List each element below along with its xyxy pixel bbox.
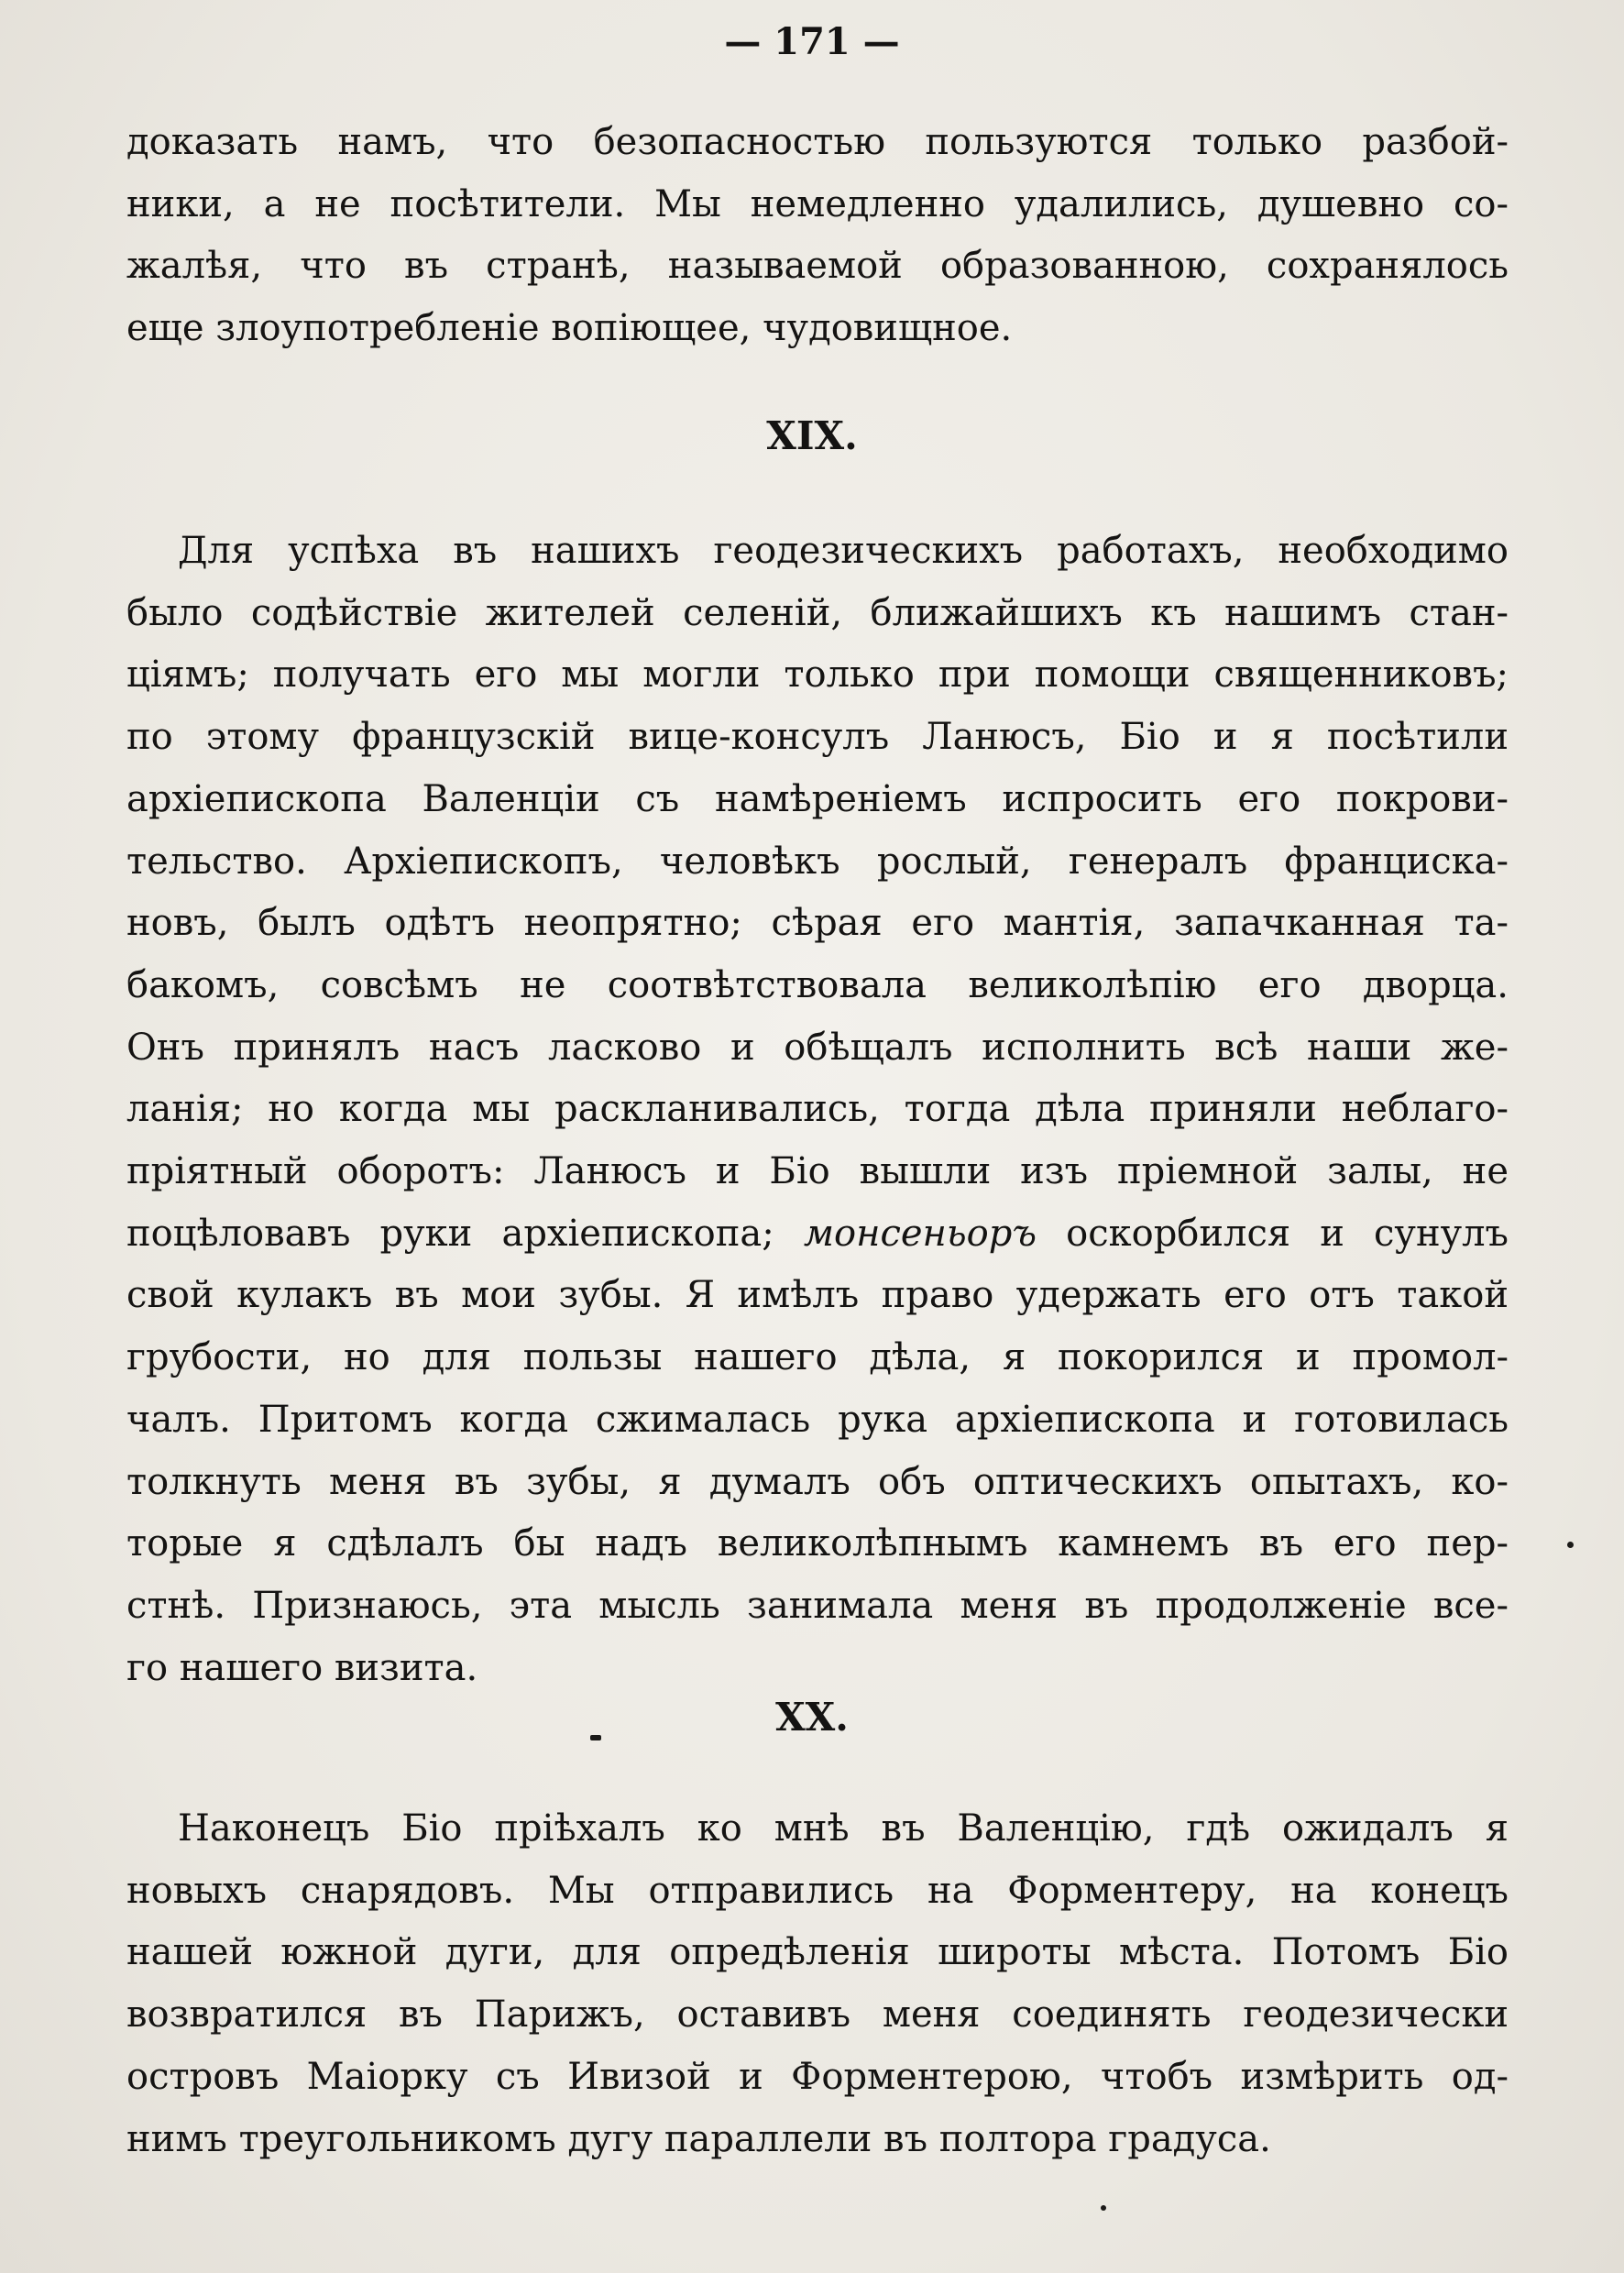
text-line: островъ Маіорку съ Ивизой и Форментерою, чтобъ измѣрить од-: [126, 2055, 1509, 2098]
text-line: жалѣя, что въ странѣ, называемой образованною, сохранялось: [126, 245, 1509, 288]
text-line: еще злоупотребленіе вопіющее, чудовищное.: [126, 307, 1013, 350]
text-line: новъ, былъ одѣтъ неопрятно; сѣрая его мантія, запачканная та-: [126, 902, 1509, 945]
text-line: нашей южной дуги, для опредѣленія широты мѣста. Потомъ Біо: [126, 1931, 1509, 1974]
text-line: доказать намъ, что безопасностью пользуются только разбой-: [126, 121, 1509, 163]
text-line: нимъ треугольникомъ дугу параллели въ полтора градуса.: [126, 2117, 1271, 2160]
text-line: по этому французскій вице-консулъ Ланюсъ, Біо и я посѣтили: [126, 716, 1509, 759]
text-line: ланія; но когда мы раскланивались, тогда дѣла приняли неблаго-: [126, 1088, 1509, 1131]
text-line: чалъ. Притомъ когда сжималась рука архіепископа и готовилась: [126, 1398, 1509, 1441]
italic-word: монсеньоръ: [803, 1212, 1037, 1255]
section-heading-19: XIX.: [766, 413, 858, 458]
section-heading-20: XX.: [775, 1695, 849, 1740]
text-line: Наконецъ Біо пріѣхалъ ко мнѣ въ Валенцію, гдѣ ожидалъ я: [178, 1807, 1509, 1850]
text-line: ники, а не посѣтители. Мы немедленно удалились, душевно со-: [126, 182, 1509, 225]
text-line: свой кулакъ въ мои зубы. Я имѣлъ право удержать его отъ такой: [126, 1274, 1509, 1317]
text-line: торые я сдѣлалъ бы надъ великолѣпнымъ камнемъ въ его пер-: [126, 1522, 1509, 1565]
text-line: новыхъ снарядовъ. Мы отправились на Форментеру, на конецъ: [126, 1869, 1509, 1912]
text-line: пріятный оборотъ: Ланюсъ и Біо вышли изъ пріемной залы, не: [126, 1150, 1509, 1193]
ink-speck: [1101, 2205, 1106, 2211]
text-line: стнѣ. Признаюсь, эта мысль занимала меня въ продолженіе все-: [126, 1584, 1509, 1627]
text-line: го нашего визита.: [126, 1646, 478, 1689]
text-line: Для успѣха въ нашихъ геодезическихъ работахъ, необходимо: [178, 530, 1509, 572]
text-line: было содѣйствіе жителей селеній, ближайшихъ къ нашимъ стан-: [126, 591, 1509, 634]
text-line: ціямъ; получать его мы могли только при помощи священниковъ;: [126, 653, 1509, 697]
text-line: тельство. Архіепископъ, человѣкъ рослый, генералъ францискa-: [126, 840, 1509, 883]
text-line: архіепископа Валенціи съ намѣреніемъ испросить его покрови-: [126, 777, 1509, 820]
text-line: толкнуть меня въ зубы, я думалъ объ оптическихъ опытахъ, ко-: [126, 1460, 1509, 1503]
ink-speck: [590, 1735, 601, 1740]
text-line: грубости, но для пользы нашего дѣла, я покорился и промол-: [126, 1336, 1509, 1379]
section-20-paragraph: [126, 1798, 1509, 2170]
text-line: Онъ принялъ насъ ласково и обѣщалъ исполнить всѣ наши же-: [126, 1026, 1509, 1069]
text-line: возвратился въ Парижъ, оставивъ меня соединять геодезически: [126, 1993, 1509, 2037]
section-19-paragraph: [126, 521, 1509, 1699]
page-number: — 171 —: [724, 20, 900, 63]
continuation-paragraph: [126, 112, 1509, 360]
text-line: поцѣловавъ руки архіепископа; монсеньоръ оскорбился и сунулъ: [126, 1212, 1509, 1255]
text-line: бакомъ, совсѣмъ не соотвѣтствовала великолѣпію его дворца.: [126, 963, 1509, 1006]
ink-speck: [1567, 1542, 1574, 1548]
